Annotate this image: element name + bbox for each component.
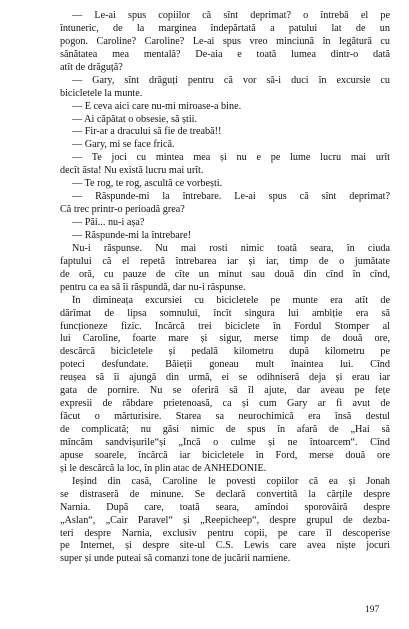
text-line: — Păi... nu-i așa? xyxy=(72,217,145,228)
text-line: Narnia. După care, toată seara, amîndoi sporovăiră despre xyxy=(60,501,390,513)
text-line: reușea să îi ajungă din urmă, ei se odihniseră deja și erau iar xyxy=(60,372,390,384)
text-line: se distraseră de minune. Se declară convertită la cărțile despre xyxy=(60,488,390,500)
text-line: — Răspunde-mi la întrebare! xyxy=(72,229,192,241)
text-line: — Gary, sînt drăguți pentru că vor să-i duci în excursie cu xyxy=(72,74,390,86)
text-line: făcut o mărturisire. Starea sa neurochimică era însă destul xyxy=(60,411,390,423)
text-line: bicicletele la munte. xyxy=(60,87,143,99)
text-line: apuse soarele, încărcă iar bicicletele în Ford, merse două ore xyxy=(60,449,390,461)
text-line: sănătatea mea mentală? De-aia e toată lumea dintr-o dată xyxy=(60,48,390,60)
page-number: 197 xyxy=(365,605,380,615)
text-line: — Fir-ar a dracului să fie de treabă!! xyxy=(72,126,222,138)
text-line: lui Caroline, foarte mare și sigur, merse timp de două ore, xyxy=(60,333,390,345)
text-line: dărîmat de lipsa somnului, încît singura lui ambiție era să xyxy=(60,307,390,319)
text-line: — Te joci cu mintea mea și nu e pe lume lucru mai urît xyxy=(72,152,390,164)
text-line: Ieșind din casă, Caroline le povesti copiilor că ea și Jonah xyxy=(72,475,390,487)
text-line: decît ăsta! Nu există lucru mai urît. xyxy=(60,165,204,177)
text-line: pogon. Caroline? Caroline? Le-ai spus vreo minciună în legătură cu xyxy=(60,35,390,47)
text-line: „Aslan“, „Cair Paravel“ și „Reepicheep“, despre grupul de dezba- xyxy=(60,514,390,526)
text-line: atît de drăguță? xyxy=(60,61,123,73)
text-line: de oră, cu pauze de cîte un minut sau două din cînd în cînd, xyxy=(60,268,390,280)
text-line: — Te rog, te rog, ascultă ce vorbești. xyxy=(72,178,223,190)
text-line: de complicată; nu găsi nimic de spus în afară de „Hai să xyxy=(60,424,390,435)
text-line: super și unde puteai să comanzi tone de jucării narniene. xyxy=(60,553,291,565)
body-text xyxy=(60,10,390,566)
text-line: teri despre Narnia, exclusiv pentru copii, pe care îl descoperise xyxy=(60,527,390,539)
text-line: pe Internet, și despre site-ul C.S. Lewis care avea niște jocuri xyxy=(60,540,390,552)
text-line: pentru ca ea să îi răspundă, dar nu-i răspunse. xyxy=(60,281,246,293)
text-line: — E ceva aici care nu-mi miroase-a bine. xyxy=(72,100,242,112)
text-line: descărcă bicicletele și pedală kilometru după kilometru pe xyxy=(60,346,390,358)
text-line: poteci desfundate. Băieții goneau mult înaintea lui. Cînd xyxy=(60,359,390,371)
text-line: — Răspunde-mi la întrebare. Le-ai spus că sînt deprimat? xyxy=(72,191,390,203)
text-line: expresii de răbdare prietenoasă, ca și cum Gary ar fi avut de xyxy=(60,398,390,410)
text-line: Că trec printr-o perioadă grea? xyxy=(60,204,185,216)
text-line: funcționeze fizic. Încărcă trei biciclete în Fordul Stomper al xyxy=(60,320,390,332)
text-line: întuneric, de la marginea îndepărtată a patului lat de un xyxy=(60,22,390,34)
text-line: — Ai căpătat o obsesie, să știi. xyxy=(72,113,198,125)
text-line: — Gary, mi se face frică. xyxy=(72,139,175,151)
text-line: faptului că el repetă întrebarea iar și iar, timp de o jumătate xyxy=(60,255,390,267)
text-line: — Le-ai spus copiilor că sînt deprimat? o întrebă el pe xyxy=(72,10,390,21)
text-line: În dimineața excursiei cu bicicletele pe munte era atît de xyxy=(72,294,390,306)
text-line: mîncăm sandvișurile“și „Încă o culme și ne întoarcem“. Cînd xyxy=(60,436,390,448)
text-line: gata de pornire. Nu se oferiră să îl ajute, dar aveau pe fețe xyxy=(60,385,390,397)
text-line: Nu-i răspunse. Nu mai rosti nimic toată seara, în ciuda xyxy=(72,242,390,254)
text-line: și le descărcă la loc, în plin atac de ANHEDONIE. xyxy=(60,462,267,474)
